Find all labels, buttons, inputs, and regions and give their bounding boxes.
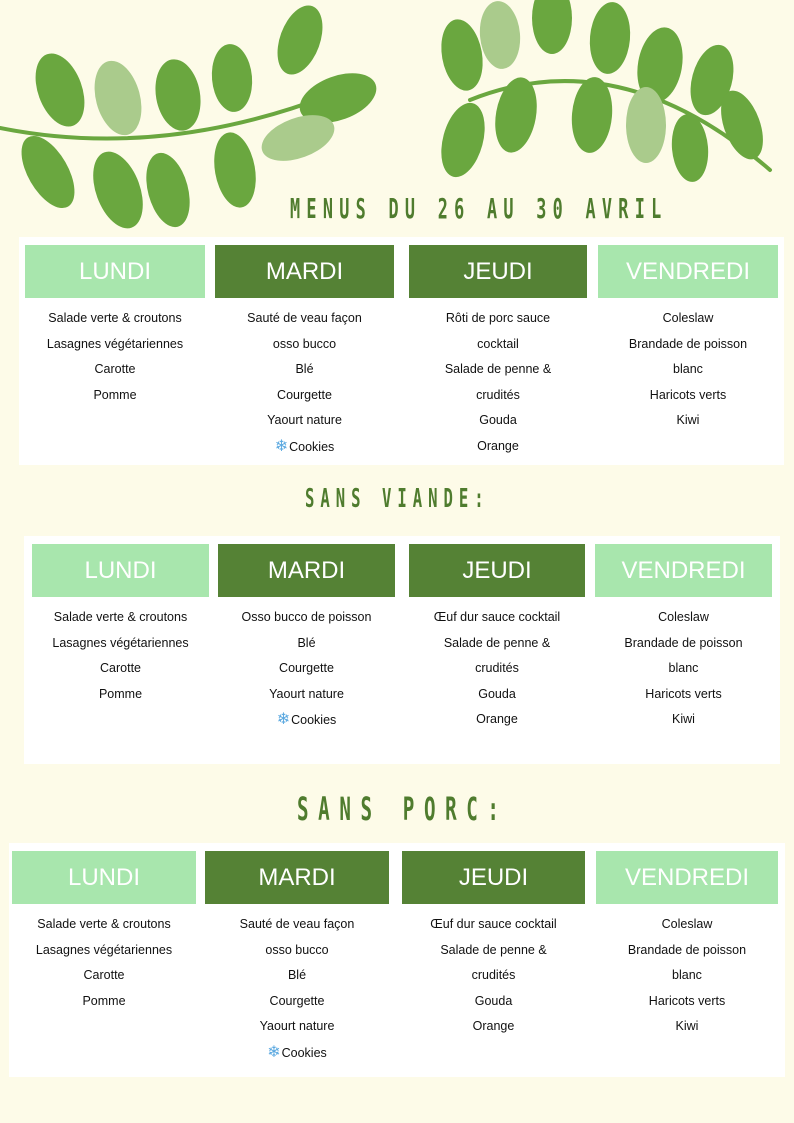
leaf: [26, 47, 93, 133]
menu-item: [12, 963, 196, 989]
menu-item: [402, 963, 585, 989]
menu-item-label: Blé: [287, 968, 307, 982]
menu-item: [218, 631, 395, 657]
menu-item-label: osso bucco: [272, 336, 337, 351]
menu-item-label: Osso bucco de poisson: [241, 610, 372, 624]
menu-item-label: Cookies: [291, 713, 337, 727]
menu-item: [409, 357, 587, 383]
menu-item-list: [409, 597, 585, 733]
menu-item-label: osso bucco: [265, 942, 329, 957]
menu-item-label: Œuf dur sauce cocktail: [433, 610, 561, 624]
menu-item-label: Gouda: [478, 686, 516, 701]
day-column-lundi: [32, 544, 209, 707]
menu-item: [32, 656, 209, 682]
menu-item-label: Lasagnes végétariennes: [46, 336, 184, 351]
snowflake-icon: ❄: [267, 1043, 281, 1061]
menu-table-standard: [19, 237, 784, 465]
menu-item: [32, 605, 209, 631]
menu-item: [595, 605, 772, 631]
menu-item: [218, 656, 395, 682]
menu-item: [12, 989, 196, 1015]
leaf: [11, 127, 86, 216]
menu-item: [402, 912, 585, 938]
menu-item: [409, 682, 585, 708]
menu-item: [598, 408, 778, 434]
menu-item: [25, 357, 205, 383]
menu-item: [598, 306, 778, 332]
page-title: MENUS DU 26 AU 30 AVRIL: [290, 192, 668, 225]
menu-item: [409, 707, 585, 733]
menu-item-label: Orange: [477, 438, 519, 453]
menu-item: [25, 306, 205, 332]
day-header: VENDREDI: [595, 544, 772, 597]
menu-item: [595, 707, 772, 733]
leaf: [139, 148, 197, 232]
menu-item: [205, 963, 389, 989]
menu-item-label: Coleslaw: [658, 610, 709, 624]
menu-item-label: blanc: [668, 661, 699, 675]
menu-item: [218, 605, 395, 631]
day-column-vendredi: [596, 851, 778, 1040]
day-column-jeudi: [402, 851, 585, 1040]
day-header: MARDI: [205, 851, 389, 904]
menu-item: [12, 938, 196, 964]
day-header: MARDI: [215, 245, 394, 298]
day-column-lundi: [12, 851, 196, 1014]
menu-item-label: crudités: [476, 387, 520, 402]
menu-item-label: Salade verte & croutons: [37, 917, 171, 931]
menu-item-list: [595, 597, 772, 733]
menu-item-label: Salade de penne &: [440, 942, 547, 957]
menu-item-label: Salade de penne &: [444, 362, 552, 376]
menu-item-label: Haricots verts: [648, 993, 726, 1008]
menu-item: [32, 682, 209, 708]
day-header: JEUDI: [402, 851, 585, 904]
menu-item-label: Œuf dur sauce cocktail: [430, 917, 557, 931]
menu-item-label: Coleslaw: [661, 917, 713, 931]
day-column-mardi: [215, 245, 394, 459]
day-header: JEUDI: [409, 245, 587, 298]
menu-item-label: Pomme: [93, 387, 137, 402]
day-header: VENDREDI: [598, 245, 778, 298]
menu-item-label: Orange: [476, 712, 518, 726]
menu-item: [205, 1040, 389, 1066]
menu-item-label: Salade verte & croutons: [48, 311, 182, 325]
menu-item-label: Kiwi: [672, 712, 695, 726]
day-header: MARDI: [218, 544, 395, 597]
day-header: JEUDI: [409, 544, 585, 597]
menu-item: [409, 383, 587, 409]
menu-item-label: Pomme: [98, 686, 143, 701]
menu-item-label: Blé: [295, 362, 314, 376]
leaf: [84, 145, 153, 235]
menu-item-list: [32, 597, 209, 707]
menu-item-label: Salade verte & croutons: [53, 610, 188, 624]
day-header: VENDREDI: [596, 851, 778, 904]
menu-item-label: Kiwi: [675, 1019, 699, 1033]
menu-item-label: Haricots verts: [645, 686, 722, 701]
menu-item-label: Carotte: [100, 661, 141, 675]
menu-item: [215, 383, 394, 409]
day-column-lundi: [25, 245, 205, 408]
menu-item: [409, 656, 585, 682]
leaf: [587, 0, 633, 75]
menu-item-label: Gouda: [474, 993, 513, 1008]
menu-item: [215, 408, 394, 434]
section-heading-sans-porc: SANS PORC:: [297, 790, 509, 828]
leaf: [434, 98, 492, 182]
menu-table-sans-viande: [24, 536, 780, 764]
menu-item: [218, 682, 395, 708]
menu-item: [596, 989, 778, 1015]
menu-item: [25, 332, 205, 358]
day-column-jeudi: [409, 544, 585, 733]
menu-item: [215, 357, 394, 383]
menu-item: [402, 938, 585, 964]
menu-item-label: Blé: [297, 635, 316, 650]
menu-item: [205, 989, 389, 1015]
menu-item: [598, 332, 778, 358]
menu-item: [205, 912, 389, 938]
menu-item-list: [598, 298, 778, 434]
leaf: [150, 56, 206, 135]
leaf: [477, 0, 523, 71]
day-header: LUNDI: [12, 851, 196, 904]
menu-item: [32, 631, 209, 657]
menu-item-label: Pomme: [82, 993, 126, 1008]
menu-item-list: [409, 298, 587, 459]
snowflake-icon: ❄: [276, 711, 291, 728]
menu-item-label: Cookies: [281, 1045, 327, 1060]
day-column-jeudi: [409, 245, 587, 459]
menu-item-label: Brandade de poisson: [627, 942, 747, 957]
menu-item: [595, 631, 772, 657]
menu-item: [215, 434, 394, 460]
day-header: LUNDI: [25, 245, 205, 298]
menu-item: [598, 383, 778, 409]
menu-item: [215, 306, 394, 332]
day-header: LUNDI: [32, 544, 209, 597]
menu-item-label: Carotte: [94, 362, 136, 376]
menu-item-list: [12, 904, 196, 1014]
menu-item-label: blanc: [673, 362, 703, 376]
day-column-mardi: [205, 851, 389, 1065]
menu-item: [402, 1014, 585, 1040]
menu-item-label: Courgette: [269, 993, 325, 1008]
leaf: [269, 0, 331, 81]
menu-item-label: blanc: [672, 968, 702, 982]
menu-item-label: crudités: [471, 968, 516, 982]
menu-item: [12, 912, 196, 938]
menu-item: [205, 1014, 389, 1040]
menu-item-label: Yaourt nature: [267, 413, 342, 427]
menu-item: [595, 656, 772, 682]
menu-item-label: Yaourt nature: [269, 686, 344, 701]
menu-item: [409, 332, 587, 358]
menu-item-label: Haricots verts: [649, 387, 727, 402]
menu-item: [595, 682, 772, 708]
menu-item: [409, 306, 587, 332]
menu-item: [205, 938, 389, 964]
menu-item-label: Carotte: [83, 968, 125, 982]
menu-item-label: Lasagnes végétariennes: [52, 635, 189, 650]
section-heading-sans-viande: SANS VIANDE:: [305, 484, 490, 514]
menu-item-label: Brandade de poisson: [628, 336, 748, 351]
leaf: [87, 56, 149, 141]
menu-item-list: [205, 904, 389, 1065]
menu-item: [409, 408, 587, 434]
menu-item: [218, 707, 395, 733]
leaf: [490, 74, 543, 156]
menu-item-label: Kiwi: [676, 413, 700, 427]
menu-item-label: Sauté de veau façon: [247, 311, 362, 325]
menu-item-label: Cookies: [289, 439, 335, 454]
snowflake-icon: ❄: [274, 437, 289, 455]
menu-item-label: Lasagnes végétariennes: [35, 942, 173, 957]
menu-item-label: Gouda: [479, 413, 517, 427]
menu-item-list: [402, 904, 585, 1040]
menu-item-label: Orange: [472, 1019, 515, 1033]
menu-item-label: cocktail: [477, 336, 519, 351]
menu-item-list: [25, 298, 205, 408]
menu-item: [596, 1014, 778, 1040]
menu-item: [596, 912, 778, 938]
menu-item: [409, 631, 585, 657]
leaf: [209, 129, 262, 211]
menu-item-list: [218, 597, 395, 733]
menu-item-list: [596, 904, 778, 1040]
menu-item-label: Courgette: [277, 387, 332, 402]
menu-item: [409, 605, 585, 631]
menu-item-label: Coleslaw: [662, 311, 714, 325]
day-column-vendredi: [598, 245, 778, 434]
menu-item: [409, 434, 587, 460]
day-column-mardi: [218, 544, 395, 733]
menu-item-label: Brandade de poisson: [624, 635, 743, 650]
menu-item: [25, 383, 205, 409]
menu-item-label: Rôti de porc sauce: [445, 311, 551, 325]
menu-item: [598, 357, 778, 383]
menu-table-sans-porc: [9, 843, 785, 1077]
day-column-vendredi: [595, 544, 772, 733]
menu-item: [596, 963, 778, 989]
menu-item-label: Yaourt nature: [259, 1019, 335, 1033]
menu-item: [215, 332, 394, 358]
leaf: [569, 75, 615, 154]
menu-item-label: Salade de penne &: [443, 635, 551, 650]
menu-item: [596, 938, 778, 964]
menu-item-list: [215, 298, 394, 459]
menu-item: [402, 989, 585, 1015]
menu-item-label: crudités: [475, 661, 519, 675]
leaf: [532, 0, 572, 54]
leaf: [209, 42, 255, 113]
menu-item-label: Sauté de veau façon: [239, 917, 355, 931]
leaf: [626, 87, 666, 163]
menu-item-label: Courgette: [279, 661, 334, 675]
